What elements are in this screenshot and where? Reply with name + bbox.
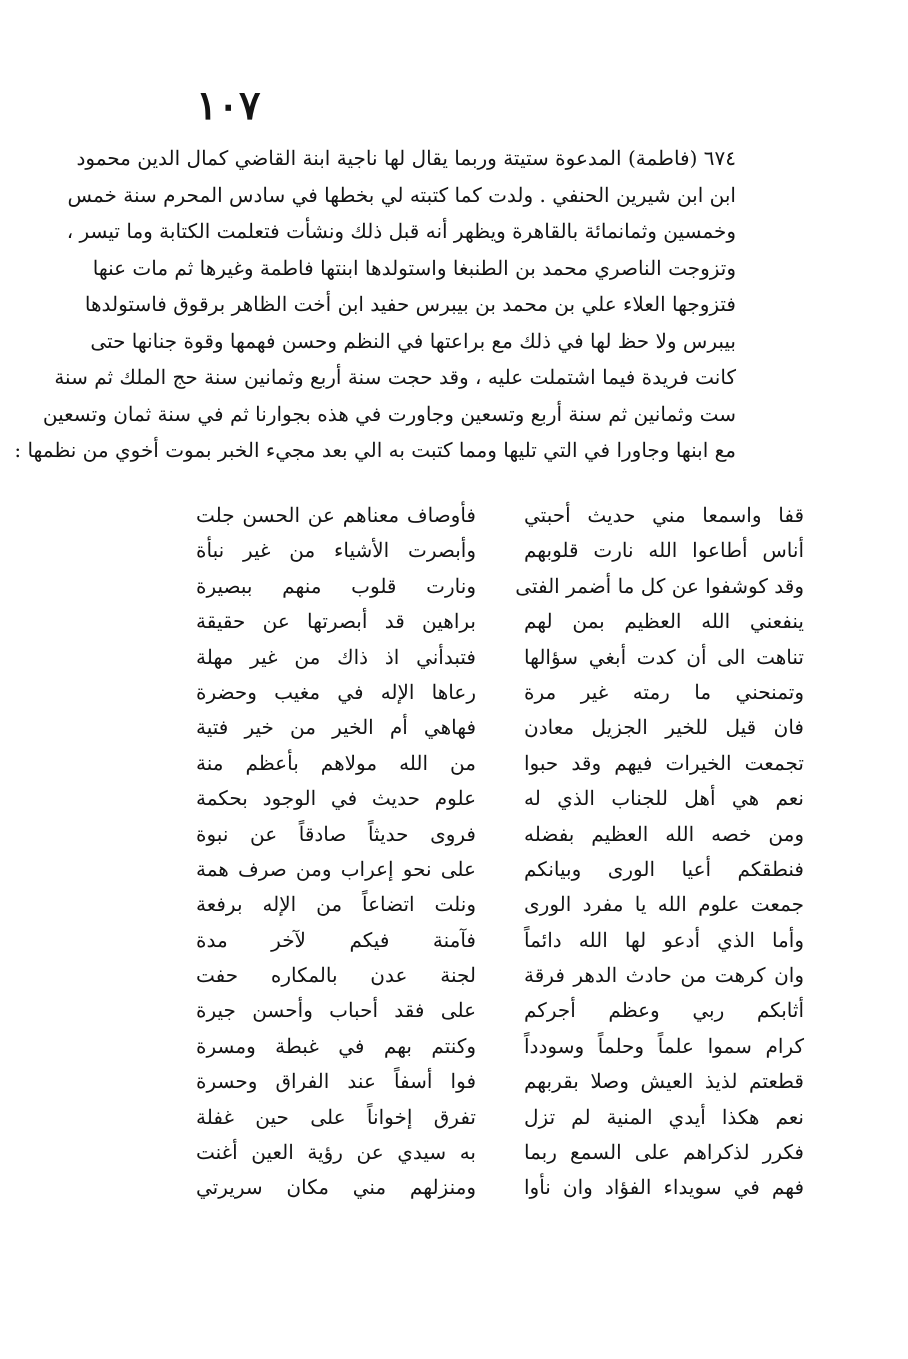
poem-verse [196, 993, 804, 1028]
poem-verse [196, 1029, 804, 1064]
verse-first-half: ومن خصه الله العظيم بفضله [524, 821, 804, 846]
verse-first-half: ينفعني الله العظيم بمن لهم [524, 609, 804, 634]
poem-verse [196, 746, 804, 781]
verse-second-half: براهين قد أبصرتها عن حقيقة [196, 609, 476, 634]
poem-verse [196, 817, 804, 852]
verse-first-half: وقد كوشفوا عن كل ما أضمر الفتى [515, 573, 804, 598]
poem [196, 498, 804, 1206]
poem-verse [196, 710, 804, 745]
verse-first-half: وان كرهت من حادث الدهر فرقة [524, 963, 804, 988]
verse-second-half: تفرق إخواناً على حين غفلة [196, 1104, 476, 1129]
entry-line: ٦٧٤ (فاطمة) المدعوة ستيتة وربما يقال لها ناجية ابنة القاضي كمال الدين محمود [76, 146, 736, 170]
poem-verse [196, 1135, 804, 1170]
entry-line: كانت فريدة فيما اشتملت عليه ، وقد حجت سنة أربع وثمانين سنة حج الملك ثم سنة [54, 365, 736, 389]
verse-second-half: علوم حديث في الوجود بحكمة [196, 786, 476, 811]
verse-second-half: ومنزلهم مني مكان سريرتي [196, 1175, 476, 1200]
verse-second-half: فهاهي أم الخير من خير فتية [196, 715, 476, 740]
poem-verse [196, 958, 804, 993]
entry-line: وخمسين وثمانمائة بالقاهرة ويظهر أنه قبل ذلك ونشأت فتعلمت الكتابة وما تيسر ، [66, 219, 736, 243]
verse-first-half: فهم في سويداء الفؤاد وان نأوا [524, 1175, 804, 1200]
entry-line: مع ابنها وجاورا في التي تليها ومما كتبت به الي بعد مجيء الخبر بموت أخوي من نظمها : [14, 438, 736, 462]
poem-verse [196, 923, 804, 958]
entry-line: ست وثمانين ثم سنة أربع وتسعين وجاورت في هذه بجوارنا ثم في سنة ثمان وتسعين [42, 401, 736, 426]
verse-first-half: تجمعت الخيرات فيهم وقد حبوا [524, 750, 804, 775]
verse-first-half: فكرر لذكراهم على السمع ربما [524, 1140, 804, 1165]
verse-second-half: ونلت اتضاعاً من الإله برفعة [196, 892, 476, 917]
verse-second-half: به سيدي عن رؤية العين أغنت [196, 1140, 476, 1165]
verse-first-half: فان قيل للخير الجزيل معادن [524, 715, 804, 740]
verse-second-half: فروى حديثاً صادقاً عن نبوة [196, 821, 476, 846]
entry-line: وتزوجت الناصري محمد بن الطنبغا واستولدها ابنتها فاطمة وغيرها ثم مات عنها [92, 255, 736, 280]
verse-first-half: جمعت علوم الله يا مفرد الورى [524, 892, 804, 917]
poem-verse [196, 604, 804, 639]
biography-entry [14, 140, 736, 469]
poem-verse [196, 1170, 804, 1205]
poem-verse [196, 533, 804, 568]
verse-second-half: ونارت قلوب منهم ببصيرة [196, 573, 476, 598]
entry-line: فتزوجها العلاء علي بن محمد بن بيبرس حفيد ابن أخت الظاهر برقوق فاستولدها [84, 292, 736, 316]
verse-second-half: فوا أسفاً عند الفراق وحسرة [196, 1069, 476, 1094]
verse-first-half: نعم هي أهل للجناب الذي له [524, 786, 804, 811]
poem-verse [196, 1100, 804, 1135]
poem-verse [196, 498, 804, 533]
poem-verse [196, 675, 804, 710]
page-number: ١٠٧ [196, 82, 261, 129]
verse-second-half: فآمنة فيكم لآخر مدة [196, 927, 476, 952]
verse-second-half: فتبدأني اذ ذاك من غير مهلة [196, 644, 476, 669]
verse-first-half: قطعتم لذيذ العيش وصلا بقربهم [524, 1069, 804, 1094]
verse-second-half: لجنة عدن بالمكاره حفت [196, 963, 476, 988]
verse-first-half: أناس أطاعوا الله نارت قلوبهم [524, 538, 804, 563]
entry-line: بيبرس ولا حظ لها في ذلك مع براعتها في النظم وحسن فهمها وقوة جنانها حتى [90, 328, 736, 353]
verse-second-half: على نحو إعراب ومن صرف همة [196, 856, 476, 881]
verse-second-half: وأبصرت الأشياء من غير نبأة [196, 538, 476, 563]
verse-first-half: نعم هكذا أيدي المنية لم تزل [524, 1104, 804, 1129]
poem-verse [196, 781, 804, 816]
verse-first-half: تناهت الى أن كدت أبغي سؤالها [524, 644, 804, 669]
verse-first-half: أثابكم ربي وعظم أجركم [524, 998, 804, 1023]
verse-first-half: قفا واسمعا مني حديث أحبتي [524, 503, 804, 527]
poem-verse [196, 1064, 804, 1099]
poem-verse [196, 640, 804, 675]
verse-second-half: من الله مولاهم بأعظم منة [196, 750, 476, 775]
verse-first-half: فنطقكم أعيا الورى وبيانكم [524, 856, 804, 881]
verse-first-half: كرام سموا علماً وحلماً وسودداً [524, 1033, 804, 1058]
verse-first-half: وتمنحني ما رمته غير مرة [524, 679, 804, 704]
verse-second-half: فأوصاف معناهم عن الحسن جلت [196, 503, 476, 527]
verse-second-half: رعاها الإله في مغيب وحضرة [196, 679, 476, 704]
verse-first-half: وأما الذي أدعو لها الله دائماً [524, 927, 804, 952]
poem-verse [196, 569, 804, 604]
poem-verse [196, 887, 804, 922]
entry-line: ابن ابن شيرين الحنفي . ولدت كما كتبته لي بخطها في سادس المحرم سنة خمس [67, 182, 736, 207]
verse-second-half: على فقد أحباب وأحسن جيرة [196, 998, 476, 1023]
poem-verse [196, 852, 804, 887]
verse-second-half: وكنتم بهم في غبطة ومسرة [196, 1033, 476, 1058]
